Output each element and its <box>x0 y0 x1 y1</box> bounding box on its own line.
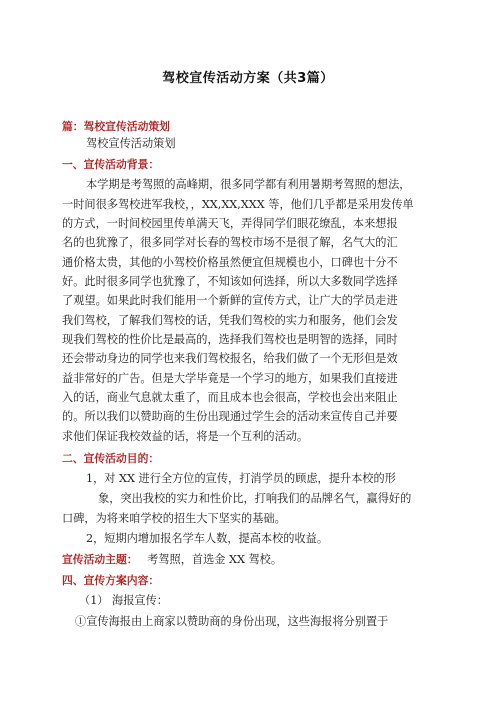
list-item-continuation: 象，突出我校的实力和性价比，打响我们的品牌名气，赢得好的 <box>98 492 412 505</box>
paragraph-line: 本学期是考驾照的高峰期，很多同学都有利用暑期考驾照的想法， <box>86 178 411 191</box>
paragraph-line: 入的话，商业气息就太重了，而且成本也会很高，学校也会出来阻止 <box>62 391 398 404</box>
list-item: （1） 海报宣传： <box>79 594 168 607</box>
list-item-detail: ①宣传海报由上商家以赞助商的身份出现，这些海报将分别置于 <box>75 615 389 628</box>
paragraph-line: 好。此时很多同学也犹豫了，不知该如何选择，所以大多数同学选择 <box>62 275 398 288</box>
paragraph-line: 通价格太贵，其他的小驾校价格虽然便宜但规模也小，口碑也十分不 <box>62 256 398 269</box>
theme-label: 宣传活动主题： <box>62 553 138 566</box>
section-2-heading: 二、宣传活动目的： <box>62 452 160 465</box>
paragraph-line: 的。所以我们以赞助商的生份出现通过学生会的活动来宣传自己并要 <box>62 410 398 423</box>
paragraph-line: 的方式，一时间校园里传单满天飞，弄得同学们眼花缭乱，本来想报 <box>62 217 398 230</box>
paragraph-line: 益非常好的广告。但是大学毕竟是一个学习的地方，如果我们直接进 <box>62 372 398 385</box>
paragraph-line: 现我们驾校的性价比是最高的，选择我们驾校也是明智的选择，同时 <box>62 333 398 346</box>
paragraph-line: 了观望。如果此时我们能用一个新鲜的宣传方式，让广大的学员走进 <box>62 294 398 307</box>
paragraph-line: 还会带动身边的同学也来我们驾校报名，给我们做了一个无形但是效 <box>62 352 398 365</box>
theme-row <box>62 553 282 567</box>
section-1-heading: 一、宣传活动背景： <box>62 158 160 171</box>
section-4-heading: 四、宣传方案内容： <box>62 574 160 587</box>
paragraph-line: 我们驾校，了解我们驾校的话，凭我们驾校的实力和服务，他们会发 <box>62 314 398 327</box>
chapter-heading: 篇：驾校宣传活动策划 <box>62 120 170 133</box>
subtitle: 驾校宣传活动策划 <box>86 137 176 150</box>
paragraph-line: 求他们保证我校效益的话，将是一个互利的活动。 <box>62 430 309 443</box>
list-item-continuation: 口碑，为将来咱学校的招生大下坚实的基础。 <box>62 512 286 525</box>
paragraph-line: 一时间很多驾校进军我校，，XX,XX,XXX 等，他们几乎都是采用发传单 <box>62 198 414 211</box>
theme-value: 考驾照，首选金 XX 驾校。 <box>147 553 283 566</box>
list-item: 1，对 XX 进行全方位的宣传，打消学员的顾虑，提升本校的形 <box>86 472 396 485</box>
paragraph-line: 名的也犹豫了，很多同学对长春的驾校市场不是很了解，名气大的汇 <box>62 236 398 249</box>
document-title: 驾校宣传活动方案（共3篇） <box>162 71 334 86</box>
list-item: 2，短期内增加报名学车人数，提高本校的收益。 <box>86 532 329 545</box>
